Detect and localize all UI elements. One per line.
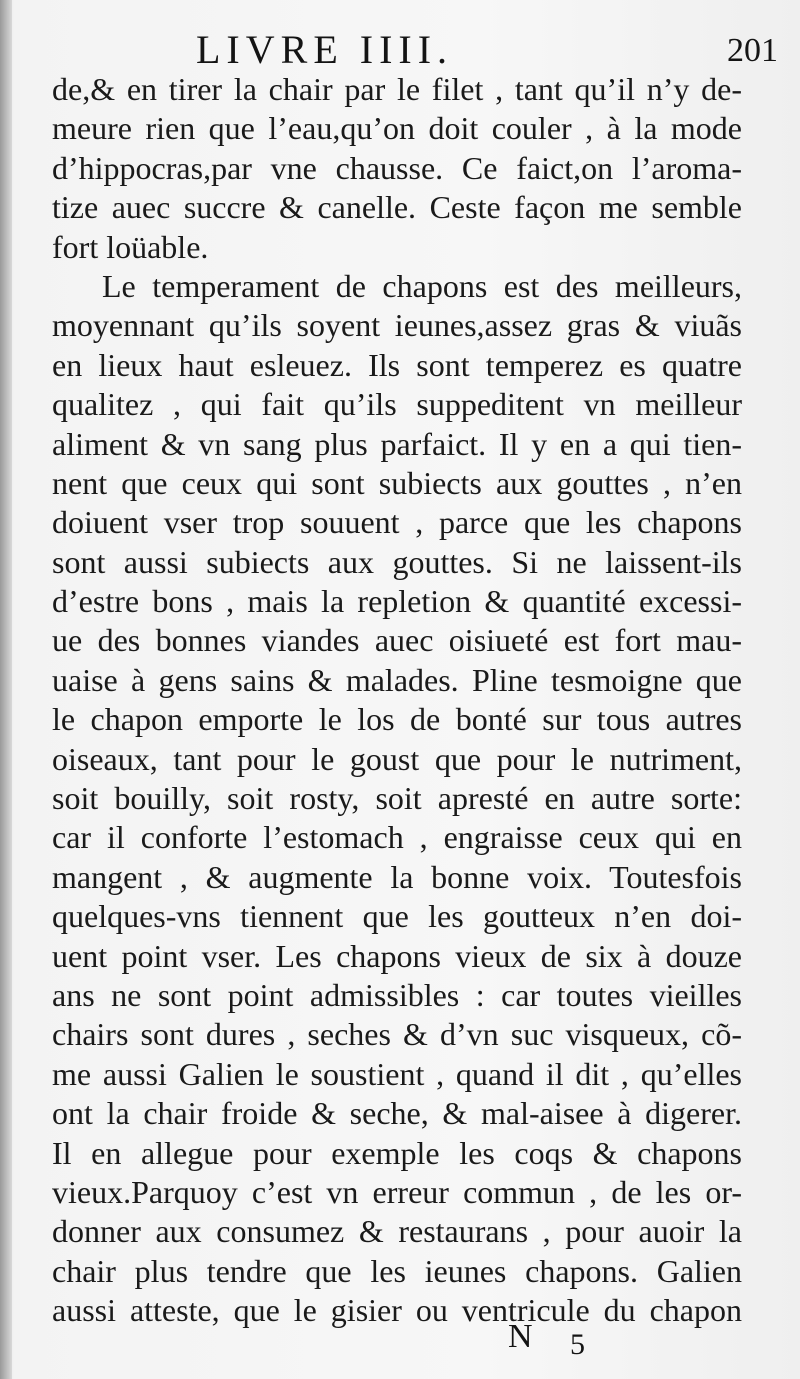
text-line-paragraph-start: Le temperament de chapons est des meilleurs, xyxy=(102,267,742,304)
page-gutter-shadow xyxy=(0,0,12,1379)
signature-number: 5 xyxy=(570,1328,585,1361)
text-line: de,& en tirer la chair par le filet , tant qu’il n’y de- xyxy=(52,71,742,107)
text-line: soit bouilly, soit rosty, soit apresté en autre sorte: xyxy=(52,780,742,817)
text-line: d’estre bons , mais la repletion & quantité excessi- xyxy=(52,583,742,620)
text-line: le chapon emporte le los de bonté sur tous autres xyxy=(52,701,742,738)
text-line: fort loüable. xyxy=(52,228,209,265)
text-line: aliment & vn sang plus parfaict. Il y en a qui tien- xyxy=(52,425,742,462)
text-line: ont la chair froide & seche, & mal-aisee à digerer. xyxy=(52,1095,742,1132)
text-line: d’hippocras,par vne chausse. Ce faict,on l’aroma- xyxy=(52,149,742,186)
text-line: oiseaux, tant pour le goust que pour le nutriment, xyxy=(52,740,742,777)
text-line: qualitez , qui fait qu’ils suppeditent vn meilleur xyxy=(52,386,742,423)
page-footer xyxy=(0,1318,800,1368)
text-line: donner aux consumez & restaurans , pour auoir la xyxy=(52,1213,742,1250)
text-line: en lieux haut esleuez. Ils sont temperez es quatre xyxy=(52,346,742,383)
body-text xyxy=(52,70,742,1331)
signature-mark: N xyxy=(508,1318,533,1355)
text-line: ue des bonnes viandes auec oisiueté est fort mau- xyxy=(52,622,742,659)
text-line: moyennant qu’ils soyent ieunes,assez gras & viuãs xyxy=(52,307,742,344)
text-line: me aussi Galien le soustient , quand il dit , qu’elles xyxy=(52,1055,742,1092)
text-line: aussi atteste, que le gisier ou ventricule du chapon xyxy=(52,1292,742,1329)
text-line: car il conforte l’estomach , engraisse ceux qui en xyxy=(52,819,742,856)
text-line: chair plus tendre que les ieunes chapons. Galien xyxy=(52,1252,742,1289)
text-line: Il en allegue pour exemple les coqs & chapons xyxy=(52,1134,742,1171)
text-line: uent point vser. Les chapons vieux de six à douze xyxy=(52,937,742,974)
text-line: ans ne sont point admissibles : car toutes vieilles xyxy=(52,976,742,1013)
text-line: mangent , & augmente la bonne voix. Toutesfois xyxy=(52,858,742,895)
text-line: sont aussi subiects aux gouttes. Si ne laissent-ils xyxy=(52,543,742,580)
text-line: nent que ceux qui sont subiects aux gouttes , n’en xyxy=(52,464,742,501)
text-line: vieux.Parquoy c’est vn erreur commun , de les or- xyxy=(52,1173,742,1210)
running-head: LIVRE IIII. xyxy=(196,27,454,72)
text-line: uaise à gens sains & malades. Pline tesmoigne que xyxy=(52,661,742,698)
text-line: doiuent vser trop souuent , parce que les chapons xyxy=(52,504,742,541)
text-line: chairs sont dures , seches & d’vn suc visqueux, cõ- xyxy=(52,1016,742,1053)
text-line: meure rien que l’eau,qu’on doit couler , à la mode xyxy=(52,110,742,147)
text-line: tize auec succre & canelle. Ceste façon me semble xyxy=(52,189,742,226)
text-line: quelques-vns tiennent que les goutteux n’en doi- xyxy=(52,898,742,935)
page-number: 201 xyxy=(727,32,778,69)
